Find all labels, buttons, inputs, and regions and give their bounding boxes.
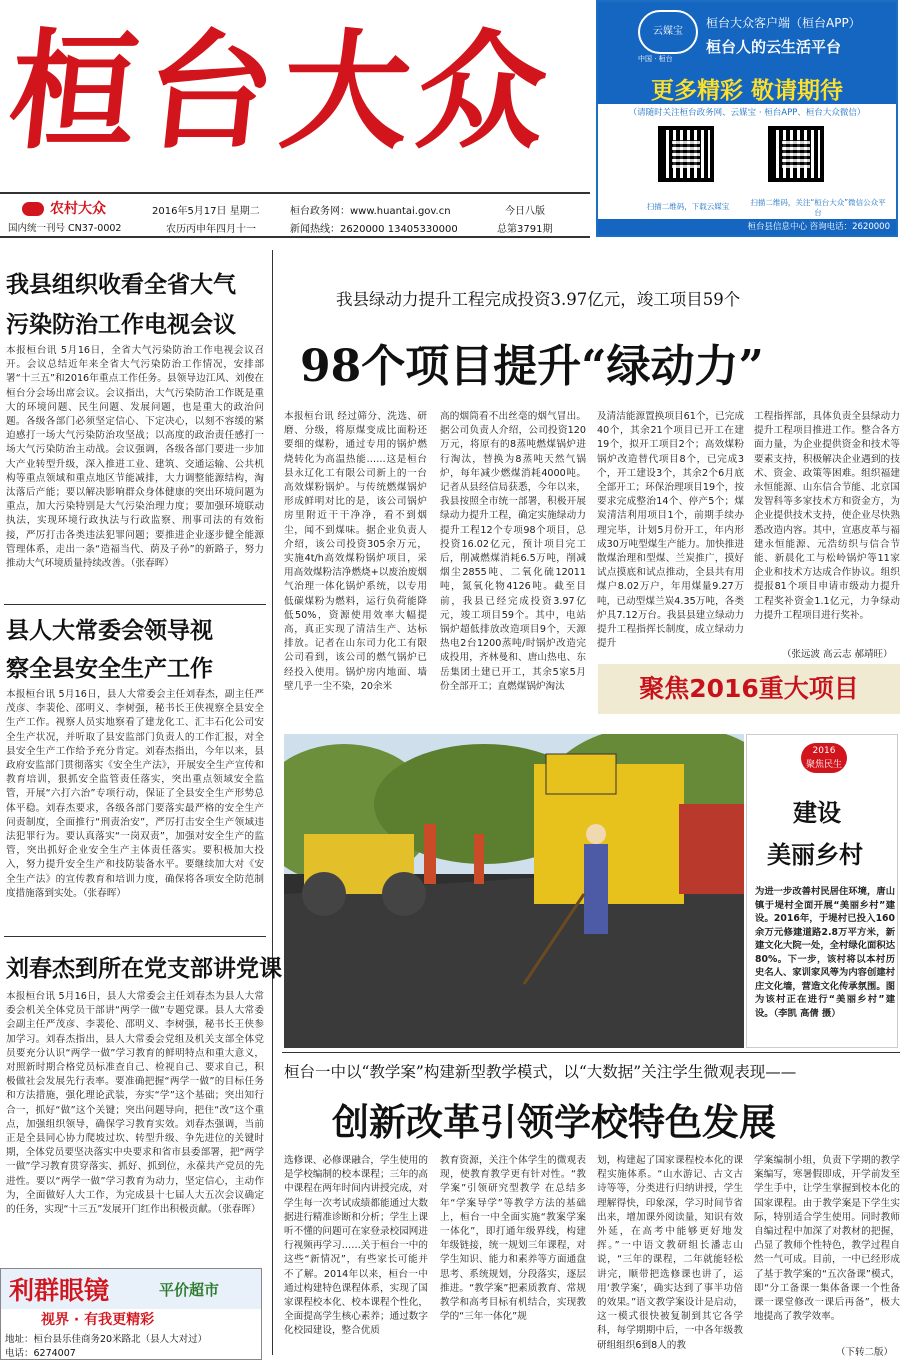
- news-hotline: 新闻热线：2620000 13405330000: [290, 224, 458, 235]
- bottom-title: 创新改革引领学校特色发展: [332, 1100, 776, 1144]
- article3-title: 刘春杰到所在党支部讲党课: [6, 956, 282, 982]
- bottom-column-4: 学案编制小组，负责下学期的教学案编写，寒暑假即成，开学前发至学生手中，让学生掌握到校本化的国家课程。由于教学案是下学生实际，特别适合学生使用。同时教师自编过程中加深了对教材的把握，凸显了教师个性特色，教学过程自然一气可成。目前，一中已经形成了基于教学案的“五次备课”模式，即“分工备课一集体备课一个性备课一课堂修改一课后再备”，极大地提高了教学效率。: [754, 1155, 900, 1323]
- paving-scene-image: [284, 734, 744, 1048]
- qr-code-icon: [768, 126, 824, 182]
- masthead-title: 桓台大众: [2, 17, 562, 167]
- lead-subtitle: 我县绿动力提升工程完成投资3.97亿元，竣工项目59个: [336, 290, 741, 309]
- badge-text: 聚焦民生: [805, 760, 842, 770]
- badge-year: 2016: [812, 746, 836, 756]
- minsheng-badge-icon: [801, 743, 847, 773]
- issue-date: 2016年5月17日 星期二: [152, 206, 260, 217]
- ad-phone: 电话：6274007: [5, 1348, 76, 1359]
- app-ad-logo-sub: 中国 · 桓台: [638, 55, 673, 63]
- bottom-subtitle: 桓台一中以“教学案”构建新型教学模式，以“大数据”关注学生微观表现——: [284, 1063, 797, 1081]
- issue-info-bar: [0, 192, 590, 238]
- continued-note: （下转二版）: [836, 1347, 894, 1358]
- app-ad-note: （请随时关注桓台政务网、云媒宝 · 桓台APP、桓台大众微信）: [628, 108, 866, 118]
- photo-caption: 为进一步改善村民居住环境，唐山镇于堤村全面开展“美丽乡村”建设。2016年，于堤村已投入160余万元修建道路2.8万平方米，新建文化大院一处，全村绿化面积达80%。下一步，该村将以本村历史名人、家训家风等为内容创建村庄文化墙，营造文化传承氛围。图为该村正在进行“美丽乡村”建设。（李凯 高倩 摄）: [755, 886, 895, 1019]
- qr-code-icon: [658, 126, 714, 182]
- yunmeibao-logo-icon: 云媒宝: [638, 10, 698, 54]
- issue-number: 总第3791期: [497, 224, 553, 235]
- app-ad-line2: 桓台人的云生活平台: [706, 38, 842, 56]
- qr1-caption: 扫描二维码，下载云媒宝: [646, 202, 730, 211]
- ad-sub: 平价超市: [159, 1281, 220, 1299]
- lunar-date: 农历丙申年四月十一: [166, 224, 256, 235]
- page-count: 今日八版: [505, 206, 545, 217]
- beautiful-village-box: [746, 734, 898, 1048]
- issn: 国内统一刊号 CN37-0002: [8, 223, 122, 234]
- divider: [282, 1052, 900, 1053]
- lead-column-3: 及清洁能源置换项目61个，已完成40个，其余21个项目已开工在建19个，拟开工项目2个；高效煤粉锅炉改造替代项目8个，已完成3个，开工建设3个，其余2个6月底全部开工；环保治理项目19个，按要求完成整治14个、停产5个；煤炭清洁利用项目1个，前期手续办理完毕，计划5月份开工，年内形成30万吨型煤生产能力。加快推进散煤治理和型煤、兰炭推广，摸好试点摸底和试点推动，全县共有用煤户8.02万户，年用煤量9.27万吨，已动型煤兰炭4.35万吨，各类炉具7.12万台。我县县建立绿动力提升工程指挥长制度，成立绿动力提升: [597, 411, 744, 650]
- sub-logo: 农村大众: [50, 201, 106, 217]
- qr2-caption: 扫描二维码，关注“桓台大众”微信公众平台: [750, 198, 886, 217]
- sub-logo-icon: [22, 202, 44, 216]
- bottom-column-2: 教育资源，关注个体学生的微观表现，使教育教学更有针对性。“教学案”引领研究型教学 在总结多年“学案导学”等教学方法的基础上，桓台一中全面实施“教案学案一体化”，即打通年级界线，构建年级链接，统一规划三年课程，对学生知识、能力和素养等方面通盘思考、系统规划，分段落实，逐层推进。“教学案”把素质教育、常规教学和高考目标有机结合，实现教学的“三年一体化”规: [440, 1155, 586, 1323]
- lead-title: 98个项目提升“绿动力”: [300, 341, 764, 392]
- article2-body: 本报桓台讯 5月16日，县人大常委会主任刘春杰，副主任严茂彦、李裴伦、邵明义、李树强，秘书长王侠视察全县安全生产工作。视察人员实地察看了建龙化工、汇丰石化公司安全生产状况，并听取了县安监部门负责人的工作汇报，对全县安全生产工作给予充分肯定。刘春杰指出，今年以来，县政府安监部门贯彻落实《安全生产法》，开展安全生产宣传和教育培训，狠抓安全监管责任落实，突出重点领域安全监管，开展“六打六治”专项行动，保证了全县安全生产形势总体平稳。刘春杰要求，各级各部门要落实最严格的安全生产问责制度，全面推行“刑责治安”，严厉打击安全生产领域违法犯罪行为。要认真落实“一岗双责”，加强对安全生产的监管，突出抓好企业安全生产主体责任落实。要积极加大投入，努力提升安全生产和技防装备水平。要继续加大对《安全生产法》的宣传教育和培训力度，确保将各项安全防范制度措施落到实处。（张春晖）: [6, 689, 264, 899]
- divider: [4, 604, 266, 605]
- column-divider: [272, 250, 273, 1355]
- focus-banner: 聚焦2016重大项目: [598, 664, 900, 714]
- photo-title-line2: 美丽乡村: [767, 840, 863, 869]
- ad-slogan: 视界 · 有我更精彩: [41, 1312, 155, 1328]
- bottom-column-3: 划，构建起了国家课程校本化的课程实施体系。“山水游记、古文古诗等等，分类进行归纳讲授，学生理解得快，印象深，学习时间节省出来，增加课外阅读量，知识有效外延，在高考中能够更好地发挥。”一中语文教研组长潘志山说，“三年的课程，二年就能轻松讲完，顺带把选修课也讲了，运用‘教学案’，确实达到了事半功倍的效果。”语文教学案设计是启动，这一模式很快被复制到其它各学科，每学期期中后，一中各年级教研组组织6到8人的教: [597, 1155, 743, 1351]
- app-ad-box: [596, 0, 898, 237]
- article1-title-line1: 我县组织收看全省大气: [6, 272, 236, 298]
- app-ad-footer: 桓台县信息中心 咨询电话：2620000: [598, 219, 896, 235]
- ad-address: 地址：桓台县乐佳商务20米路北（县人大对过）: [5, 1334, 208, 1345]
- bottom-column-1: 选修课、必修课融合，学生使用的是学校编制的校本课程；三年的高中课程在两年时间内讲授完成，对学生每一次考试成绩都能通过大数据进行精准诊断和分析；学生上课听不懂的问题可在家登录校园网进行视频再学习……关于桓台一中的这些“新情况”，有些家长可能并不了解。2014年以来，桓台一中通过构建特色课程体系，实现了国家课程校本化、校本课程个性化，全面提高学生核心素养；通过数字化校园建设，整合优质: [284, 1155, 428, 1337]
- app-ad-header: [598, 2, 896, 104]
- lead-column-2: 高的烟筒看不出丝毫的烟气冒出。据公司负责人介绍，公司投资120万元，将原有的8蒸吨燃煤锅炉进行淘汰，替换为8蒸吨天然气锅炉，每年减少燃煤消耗4000吨。记者从县经信局获悉，今年以来，我县按照全市统一部署，积极开展绿动力提升工程，确定实施绿动力提升工程12个专项98个项目，总投资16.02亿元，预计项目完工后，削减燃煤消耗6.5万吨，削减烟尘2855吨、二氧化硫12011吨，氮氧化物4126吨。截至目前，我县已经完成投资3.97亿元，竣工项目59个。其中，电站锅炉超低排放改造项目9个，天源热电2台1200蒸吨/时锅炉改造完成投用，齐林曼和、唐山热电、东岳集团土建已开工，其余5家5月份全部开工；直燃煤锅炉淘汰: [440, 411, 586, 692]
- app-ad-line1: 桓台大众客户端（桓台APP）: [706, 16, 861, 30]
- article2-title-line2: 察全县安全生产工作: [6, 656, 213, 682]
- article1-title-line2: 污染防治工作电视会议: [6, 312, 236, 338]
- article2-title-line1: 县人大常委会领导视: [6, 618, 213, 644]
- app-ad-slogan: 更多精彩 敬请期待: [650, 78, 843, 104]
- gov-website: 桓台政务网：www.huantai.gov.cn: [290, 206, 451, 217]
- lead-column-1: 本报桓台讯 经过筛分、洗选、研磨、分级，将原煤变成比面粉还要细的煤粉，通过专用的锅炉燃烧转化为高温热能……这是桓台县永辽化工有限公司新上的一台高效煤粉锅炉。与传统燃煤锅炉形成鲜明对比的是，该公司锅炉房里附近干干净净，看不到烟尘，闻不到煤味。据企业负责人介绍，该公司投资305余万元，实施4t/h高效煤粉锅炉项目，采用高效煤粉洁净燃烧+以废治废烟气治理一体化锅炉系统，以专用低碳煤粉为燃料，运行负荷能降低50%，资源使用效率大幅提高，真正实现了清洁生产、达标排放。记者在山东司力化工有限公司看到，该公司的燃气锅炉已经投入使用。锅炉房内地面、墙壁几乎一尘不染，20余米: [284, 411, 427, 692]
- article1-body: 本报桓台讯 5月16日，全省大气污染防治工作电视会议召开。会议总结近年来全省大气污染防治工作情况，安排部署“十三五”和2016年重点工作任务。县领导边江风、刘俊在桓台分会场出席会议。会议指出，大气污染防治工作既是重大的环境问题、民生问题、发展问题，也是重大的政治问题。各级各部门必须坚定信心、下定决心，以刻不容缓的紧迫感打一场大气污染防治攻坚战；以高度的政治责任感打一场大气污染防治主动战。会议强调，各级各部门要进一步加大产业转型升级，深入推进工业、建筑、交通运输、公共机构等重点领域和重点地区节能减排，大力调整能源结构，淘汰落后产能；要以解决影响群众身体健康的突出环境问题为重点，加大污染特别是大气污染治理力度；要加强环境联动执法，实现环境行政执法与行政监察、刑事司法的有效衔接，严厉打击各类违法犯罪问题；要推进企业逐步健全能源管理体系，走出一条“造福当代、荫及子孙”的新路子，努力推动大气环境质量持续改善。（张春晖）: [6, 345, 264, 570]
- divider: [4, 936, 266, 937]
- photo-title-line1: 建设: [793, 798, 841, 827]
- lead-column-4: 工程指挥部，具体负责全县绿动力提升工程项目推进工作。整合各方面力量，为企业提供资金和技术等要素支持，积极解决企业遇到的技术、资金、政策等困难。组织福建永恒能源、山东信合节能、北京国发智科等多家技术方和资金方，为企业提供技术支持，使企业尽快熟悉改造内容。其中，宣惠皮革与福建永恒能源、元浩纺织与信合节能、新晨化工与松岭锅炉等11家企业和技术方达成合作协议。组织提报81个项目申请市级动力提升工程奖补资金1.1亿元，力争绿动力提升工程项目进行奖补。: [754, 411, 900, 621]
- glasses-ad: [0, 1268, 262, 1360]
- lead-credit: （张远波 高云志 郝靖旺）: [782, 649, 893, 660]
- ad-brand: 利群眼镜: [9, 1276, 110, 1305]
- road-paving-photo: [284, 734, 744, 1048]
- article3-body: 本报桓台讯 5月16日，县人大常委会主任刘春杰为县人大常委会机关全体党员干部讲“两学一做”专题党课。县人大常委会副主任严茂彦、李裴伦、邵明义、李树强，秘书长王侠参加学习。刘春杰指出，县人大常委会党组及机关支部全体党员要充分认识“两学一做”学习教育的鲜明特点和重大意义，对照新时期合格党员标准查自己、检视自己、要求自己，积极做社会发展先行表率。要准确把握“两学一做”的目标任务和方法措施，强化理论武装，夯实“学”这个基础；突出知行合一，抓好“做”这个关键；突出问题导向，把住“改”这个重点，加强组织领导，确保学习教育实效。刘春杰强调，当前正是全县同心协力爬坡过坎、转型升级、争先进位的关键时期，全体党员要坚决落实中央要求和省市县委部署，把“两学一做”学习教育贯穿落实、抓好、抓到位，永葆共产党员的先进性。要以“两学一做”学习教育为动力，坚定信心，主动作为，全面做好人大工作，为完成县十七届人大五次会议确定的任务，实现“十三五”发展开门红作出积极贡献。（张春晖）: [6, 991, 264, 1216]
